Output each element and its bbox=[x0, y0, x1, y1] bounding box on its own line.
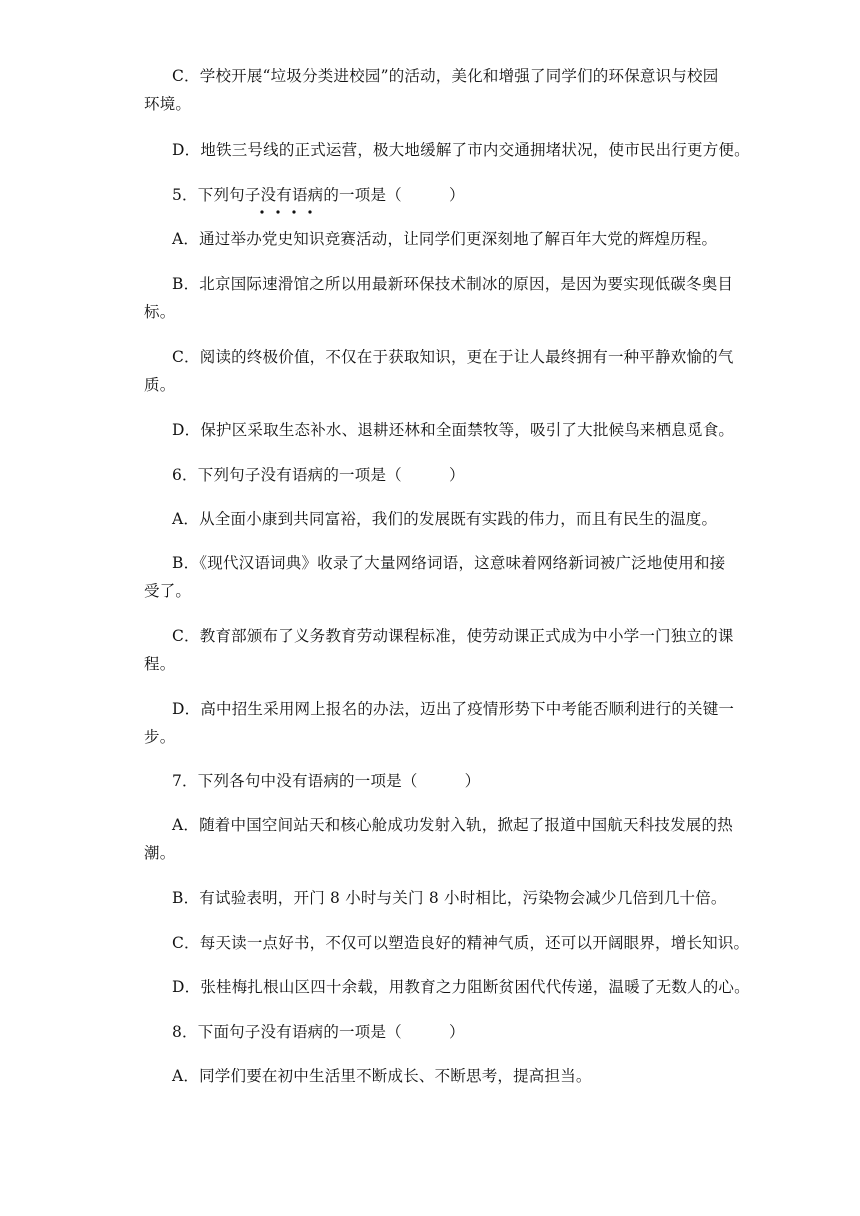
text-line: A．通过举办党史知识竞赛活动，让同学们更深刻地了解百年大党的辉煌历程。 bbox=[172, 230, 718, 248]
text-line: C．每天读一点好书，不仅可以塑造良好的精神气质，还可以开阔眼界，增长知识。 bbox=[172, 934, 750, 952]
emphasis-dots bbox=[255, 208, 335, 216]
text-line: 8．下面句子没有语病的一项是（ ） bbox=[172, 1023, 465, 1041]
text-line: A．随着中国空间站天和核心舱成功发射入轨，掀起了报道中国航天科技发展的热 bbox=[172, 816, 733, 834]
text-line: C．阅读的终极价值，不仅在于获取知识，更在于让人最终拥有一种平静欢愉的气 bbox=[172, 348, 734, 366]
text-line: D．张桂梅扎根山区四十余载，用教育之力阻断贫困代代传递，温暖了无数人的心。 bbox=[172, 978, 750, 996]
text-line: 受了。 bbox=[144, 582, 192, 600]
text-line: 6．下列句子没有语病的一项是（ ） bbox=[172, 466, 465, 484]
text-line: D．保护区采取生态补水、退耕还林和全面禁牧等，吸引了大批候鸟来栖息觅食。 bbox=[172, 421, 735, 439]
text-line: 步。 bbox=[144, 728, 176, 746]
text-line: D．高中招生采用网上报名的办法，迈出了疫情形势下中考能否顺利进行的关键一 bbox=[172, 700, 735, 718]
text-line: 环境。 bbox=[144, 95, 192, 113]
text-line: 程。 bbox=[144, 655, 176, 673]
text-line: C．教育部颁布了义务教育劳动课程标准，使劳动课正式成为中小学一门独立的课 bbox=[172, 627, 734, 645]
text-line: D．地铁三号线的正式运营，极大地缓解了市内交通拥堵状况，使市民出行更方便。 bbox=[172, 141, 750, 159]
text-line: A．同学们要在初中生活里不断成长、不断思考，提高担当。 bbox=[172, 1067, 592, 1085]
text-line: 5．下列句子没有语病的一项是（ ） bbox=[172, 186, 465, 204]
text-line: 7．下列各句中没有语病的一项是（ ） bbox=[172, 772, 481, 790]
text-line: B．有试验表明，开门 8 小时与关门 8 小时相比，污染物会减少几倍到几十倍。 bbox=[172, 889, 727, 907]
text-line: 质。 bbox=[144, 376, 176, 394]
text-line: C．学校开展“垃圾分类进校园”的活动，美化和增强了同学们的环保意识与校园 bbox=[172, 67, 719, 85]
text-line: B．《现代汉语词典》收录了大量网络词语，这意味着网络新词被广泛地使用和接 bbox=[172, 554, 726, 572]
text-line: 标。 bbox=[144, 303, 176, 321]
text-line: 潮。 bbox=[144, 844, 176, 862]
text-line: B．北京国际速滑馆之所以用最新环保技术制冰的原因，是因为要实现低碳冬奥目 bbox=[172, 275, 734, 293]
text-line: A．从全面小康到共同富裕，我们的发展既有实践的伟力，而且有民生的温度。 bbox=[172, 510, 718, 528]
